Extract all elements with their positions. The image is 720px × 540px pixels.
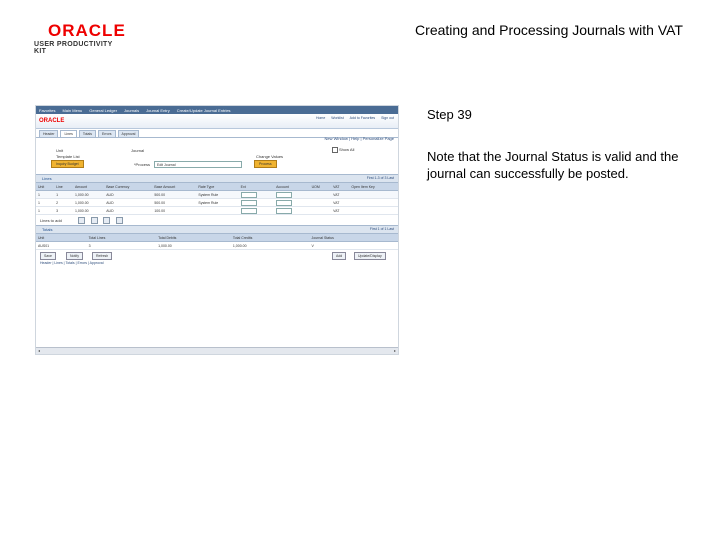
- cell-rate-type[interactable]: System Rule: [196, 199, 238, 207]
- change-values-link[interactable]: Change Values: [256, 154, 284, 159]
- ext-input[interactable]: [241, 200, 257, 206]
- table-row: [36, 242, 398, 250]
- ext-input[interactable]: [241, 192, 257, 198]
- totals-debits: 1,000.00: [156, 242, 231, 250]
- header-link-signout[interactable]: Sign out: [381, 116, 394, 120]
- column-header: Journal Status: [310, 234, 398, 242]
- upk-subtitle: USER PRODUCTIVITY KIT: [34, 41, 113, 55]
- menu-item[interactable]: General Ledger: [89, 107, 118, 113]
- column-header[interactable]: Account: [274, 183, 309, 191]
- oracle-upk-logo: [34, 22, 124, 55]
- tab-approval[interactable]: Approval: [118, 130, 140, 137]
- template-list-link[interactable]: Template List: [56, 154, 80, 159]
- process-select-value: Edit Journal: [157, 163, 176, 167]
- column-header: Total Credits: [231, 234, 310, 242]
- column-header: Total Debits: [156, 234, 231, 242]
- tab-lines[interactable]: Lines: [60, 130, 76, 137]
- journal-status: V: [310, 242, 398, 250]
- column-header[interactable]: Amount: [73, 183, 104, 191]
- cell-line: 2: [54, 199, 73, 207]
- lines-grid: [36, 183, 398, 215]
- menu-item[interactable]: Journal Entry: [146, 107, 170, 113]
- cell-vat[interactable]: VAT: [331, 207, 349, 215]
- lines-to-add-input[interactable]: [78, 217, 85, 224]
- app-menu-bar: [36, 106, 398, 114]
- totals-credits: 1,000.00: [231, 242, 310, 250]
- table-row[interactable]: [36, 199, 398, 207]
- cell-open-item[interactable]: [349, 191, 398, 199]
- cell-open-item[interactable]: [349, 207, 398, 215]
- cell-line: 3: [54, 207, 73, 215]
- inquiry-budget-button[interactable]: Inquiry Budget: [51, 160, 84, 168]
- oracle-wordmark: ORACLE: [48, 21, 126, 40]
- page-links[interactable]: New Window | Help | Personalize Page: [324, 136, 394, 141]
- column-header[interactable]: UOM: [310, 183, 332, 191]
- totals-lines: 3: [87, 242, 157, 250]
- totals-unit: AUS01: [36, 242, 87, 250]
- column-header[interactable]: VAT: [331, 183, 349, 191]
- save-button[interactable]: Save: [40, 252, 56, 260]
- cell-currency: AUD: [104, 199, 152, 207]
- account-input[interactable]: [276, 208, 292, 214]
- cell-unit: 1: [36, 207, 54, 215]
- cell-account[interactable]: [274, 207, 309, 215]
- scroll-right-icon[interactable]: ▸: [393, 348, 396, 353]
- column-header[interactable]: Rate Type: [196, 183, 238, 191]
- lines-grid-title: Lines: [42, 176, 52, 181]
- cell-ext[interactable]: [239, 191, 274, 199]
- journal-form: [36, 138, 398, 174]
- header-links: [316, 116, 394, 120]
- account-input[interactable]: [276, 192, 292, 198]
- header-link-favorites[interactable]: Add to Favorites: [349, 116, 376, 120]
- update-display-button[interactable]: Update/Display: [354, 252, 386, 260]
- table-row[interactable]: [36, 207, 398, 215]
- cell-unit: 1: [36, 199, 54, 207]
- column-header[interactable]: Base Amount: [152, 183, 196, 191]
- step-number: Step 39: [427, 107, 472, 122]
- process-button[interactable]: Process: [254, 160, 277, 168]
- cell-line: 1: [54, 191, 73, 199]
- lines-grid-nav[interactable]: First 1-3 of 3 Last: [366, 176, 394, 180]
- cell-account[interactable]: [274, 191, 309, 199]
- lines-grid-header: [36, 174, 398, 183]
- table-row[interactable]: [36, 191, 398, 199]
- cell-base-amount: 500.00: [152, 191, 196, 199]
- totals-header-row: [36, 234, 398, 242]
- copy-line-button[interactable]: [116, 217, 123, 224]
- cell-ext[interactable]: [239, 199, 274, 207]
- cell-vat[interactable]: VAT: [331, 199, 349, 207]
- column-header: Total Lines: [87, 234, 157, 242]
- column-header[interactable]: Base Currency: [104, 183, 152, 191]
- cell-uom: [310, 207, 332, 215]
- column-header[interactable]: Open Item Key: [349, 183, 398, 191]
- cell-currency: AUD: [104, 207, 152, 215]
- totals-grid-title: Totals: [42, 227, 53, 232]
- show-all-label: Show All: [339, 147, 355, 152]
- action-bar: [36, 250, 398, 260]
- app-header: [36, 114, 398, 129]
- lines-grid-controls: [36, 215, 398, 225]
- lines-grid-header-row: [36, 183, 398, 191]
- cell-vat[interactable]: VAT: [331, 191, 349, 199]
- cell-amount[interactable]: 1,000.00: [73, 207, 104, 215]
- scroll-left-icon[interactable]: ◂: [37, 348, 40, 353]
- cell-currency: AUD: [104, 191, 152, 199]
- menu-item[interactable]: Main Menu: [62, 107, 83, 113]
- tab-totals[interactable]: Totals: [79, 130, 96, 137]
- ext-input[interactable]: [241, 208, 257, 214]
- tab-header[interactable]: Header: [39, 130, 58, 137]
- delete-line-button[interactable]: [103, 217, 110, 224]
- menu-item[interactable]: Favorites: [39, 107, 56, 113]
- header-link-home[interactable]: Home: [315, 116, 326, 120]
- lines-to-add-label: Lines to add: [40, 218, 62, 223]
- insert-line-button[interactable]: [91, 217, 98, 224]
- cell-base-amount: 500.00: [152, 199, 196, 207]
- totals-grid-nav[interactable]: First 1 of 1 Last: [369, 227, 394, 231]
- show-all-checkbox[interactable]: [332, 147, 338, 153]
- notify-button[interactable]: Notify: [66, 252, 83, 260]
- cell-amount[interactable]: 1,000.00: [73, 199, 104, 207]
- application-screenshot: [35, 105, 399, 355]
- column-header[interactable]: Ext: [239, 183, 274, 191]
- column-header: Unit: [36, 234, 87, 242]
- journal-label: Journal: [131, 148, 145, 153]
- add-button[interactable]: Add: [332, 252, 346, 260]
- header-link-worklist[interactable]: Worklist: [331, 116, 344, 120]
- column-header[interactable]: Line: [54, 183, 73, 191]
- process-select[interactable]: [154, 161, 242, 168]
- refresh-button[interactable]: Refresh: [92, 252, 112, 260]
- unit-label: Unit: [56, 148, 64, 153]
- menu-item[interactable]: Journals: [124, 107, 140, 113]
- slide-title: Creating and Processing Journals with VAT: [415, 22, 683, 38]
- step-note: Note that the Journal Status is valid and the journal can successfully be posted.: [427, 149, 679, 181]
- footer-links[interactable]: Header | Lines | Totals | Errors | Approval: [40, 261, 104, 265]
- cell-ext[interactable]: [239, 207, 274, 215]
- menu-item[interactable]: Create/Update Journal Entries: [176, 107, 231, 113]
- cell-account[interactable]: [274, 199, 309, 207]
- cell-uom: [310, 191, 332, 199]
- tab-errors[interactable]: Errors: [98, 130, 116, 137]
- cell-uom: [310, 199, 332, 207]
- totals-grid: [36, 234, 398, 250]
- totals-grid-header: [36, 225, 398, 234]
- cell-unit: 1: [36, 191, 54, 199]
- cell-open-item[interactable]: [349, 199, 398, 207]
- process-label: *Process: [134, 162, 151, 167]
- app-logo: ORACLE: [39, 118, 65, 124]
- cell-amount[interactable]: 1,000.00: [73, 191, 104, 199]
- column-header[interactable]: Unit: [36, 183, 54, 191]
- cell-rate-type[interactable]: [196, 207, 238, 215]
- cell-base-amount: 100.00: [152, 207, 196, 215]
- cell-rate-type[interactable]: System Rule: [196, 191, 238, 199]
- horizontal-scrollbar[interactable]: [36, 347, 398, 354]
- account-input[interactable]: [276, 200, 292, 206]
